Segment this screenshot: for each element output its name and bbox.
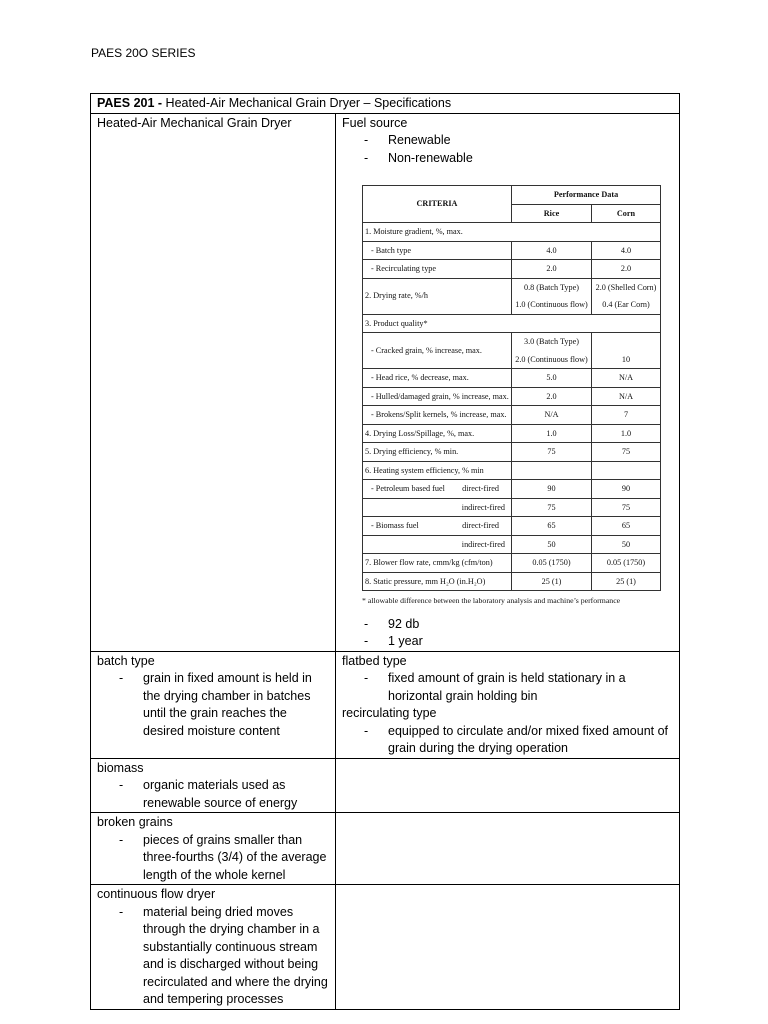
table-title <box>91 94 680 114</box>
perf-row-label: 4. Drying Loss/Spillage, %, max. <box>363 424 512 443</box>
term-cell <box>91 758 336 813</box>
perf-value: 25 (1) <box>512 572 592 591</box>
perf-value: 5.0 <box>512 369 592 388</box>
perf-value: 75 <box>512 498 592 517</box>
perf-value: 65 <box>592 517 661 536</box>
perf-row-label: 6. Heating system efficiency, % min <box>363 461 512 480</box>
perf-value: 25 (1) <box>592 572 661 591</box>
perf-row-label: 2. Drying rate, %/h <box>363 278 512 314</box>
empty-cell <box>336 813 680 885</box>
perf-row-label: - Petroleum based fuel direct-fired <box>363 480 512 499</box>
perf-value: N/A <box>592 387 661 406</box>
definition: - equipped to circulate and/or mixed fixed amount of grain during the drying operation <box>342 723 675 758</box>
perf-row-label: - Biomass fuel direct-fired <box>363 517 512 536</box>
corn-header: Corn <box>592 204 661 223</box>
table-row <box>91 813 680 885</box>
perf-value: 90 <box>512 480 592 499</box>
perf-value: 75 <box>512 443 592 462</box>
list-item: - 1 year <box>342 633 675 651</box>
perf-value: 2.0 <box>512 260 592 279</box>
term-cell <box>91 651 336 758</box>
perf-row-label: - Cracked grain, % increase, max. <box>363 333 512 369</box>
perf-value: 65 <box>512 517 592 536</box>
term-cell <box>91 885 336 1010</box>
perf-row-label: - Head rice, % decrease, max. <box>363 369 512 388</box>
term: batch type <box>97 653 155 668</box>
perf-value: 75 <box>592 498 661 517</box>
definition: - pieces of grains smaller than three-fourths (3/4) of the average length of the whole kernel <box>97 832 331 885</box>
perf-value: N/A <box>592 369 661 388</box>
spec-list <box>342 616 675 651</box>
performance-table <box>362 185 661 591</box>
criteria-header: CRITERIA <box>363 186 512 223</box>
perf-row-label: - Brokens/Split kernels, % increase, max. <box>363 406 512 425</box>
definition: - fixed amount of grain is held stationary in a horizontal grain holding bin <box>342 670 675 705</box>
perf-value: 2.0 <box>592 260 661 279</box>
perf-row-label: indirect-fired <box>363 498 512 517</box>
perf-value: 0.05 (1750) <box>592 554 661 573</box>
perf-value: 1.0 <box>592 424 661 443</box>
term: Heated-Air Mechanical Grain Dryer <box>97 115 292 130</box>
perf-value: 50 <box>512 535 592 554</box>
term-cell <box>91 813 336 885</box>
definition: - material being dried moves through the drying chamber in a substantially continuous stream and is discharged without being recirculated and where the drying and tempering processes <box>97 904 331 1009</box>
perf-row-label: 7. Blower flow rate, cmm/kg (cfm/ton) <box>363 554 512 573</box>
standard-title: Heated-Air Mechanical Grain Dryer – Specifications <box>162 96 452 110</box>
rice-header: Rice <box>512 204 592 223</box>
list-item: - Renewable <box>342 132 675 150</box>
table-footnote: * allowable difference between the laboratory analysis and machine’s performance <box>362 596 621 605</box>
performance-header: Performance Data <box>512 186 661 205</box>
perf-value: 50 <box>592 535 661 554</box>
term: flatbed type <box>342 653 407 668</box>
perf-value: 4.0 <box>592 241 661 260</box>
definition: - organic materials used as renewable source of energy <box>97 777 331 812</box>
perf-value: 1.0 <box>512 424 592 443</box>
perf-value: 2.0 <box>512 387 592 406</box>
perf-value: 0.8 (Batch Type) 1.0 (Continuous flow) <box>512 278 592 314</box>
perf-value: 10 <box>592 333 661 369</box>
perf-value: 2.0 (Shelled Corn) 0.4 (Ear Corn) <box>592 278 661 314</box>
table-row <box>91 113 680 651</box>
term: continuous flow dryer <box>97 887 216 901</box>
perf-row-label: 8. Static pressure, mm H₂O (in.H₂O) <box>363 572 512 591</box>
perf-row-label: - Hulled/damaged grain, % increase, max. <box>363 387 512 406</box>
list-item: - 92 db <box>342 616 675 634</box>
definition-cell <box>336 651 680 758</box>
perf-row-label: 5. Drying efficiency, % min. <box>363 443 512 462</box>
empty-cell <box>336 758 680 813</box>
list-item: - Non-renewable <box>342 150 675 168</box>
perf-value: 90 <box>592 480 661 499</box>
perf-row-label: 1. Moisture gradient, %, max. <box>363 223 661 242</box>
perf-value: 3.0 (Batch Type) 2.0 (Continuous flow) <box>512 333 592 369</box>
fuel-source-label: Fuel source <box>342 115 408 130</box>
table-row <box>91 885 680 1010</box>
perf-value: 0.05 (1750) <box>512 554 592 573</box>
specifications-table <box>90 93 680 1010</box>
perf-value: 75 <box>592 443 661 462</box>
standard-code: PAES 201 - <box>97 96 163 110</box>
perf-row-label: indirect-fired <box>363 535 512 554</box>
performance-table-image <box>362 185 660 610</box>
term: biomass <box>97 760 144 775</box>
perf-value: 4.0 <box>512 241 592 260</box>
term: recirculating type <box>342 706 437 720</box>
perf-row-label: - Batch type <box>363 241 512 260</box>
perf-row-label: 3. Product quality* <box>363 314 661 333</box>
perf-row-label: - Recirculating type <box>363 260 512 279</box>
perf-value: 7 <box>592 406 661 425</box>
definition: - grain in fixed amount is held in the drying chamber in batches until the grain reaches the desired moisture content <box>97 670 331 740</box>
table-row <box>91 651 680 758</box>
term-cell <box>91 113 336 651</box>
term: broken grains <box>97 815 173 829</box>
empty-cell <box>336 885 680 1010</box>
definition-cell <box>336 113 680 651</box>
perf-value: N/A <box>512 406 592 425</box>
page-header: PAES 20O SERIES <box>91 46 196 60</box>
table-row <box>91 758 680 813</box>
title-row <box>91 94 680 114</box>
fuel-source-list <box>342 132 675 167</box>
